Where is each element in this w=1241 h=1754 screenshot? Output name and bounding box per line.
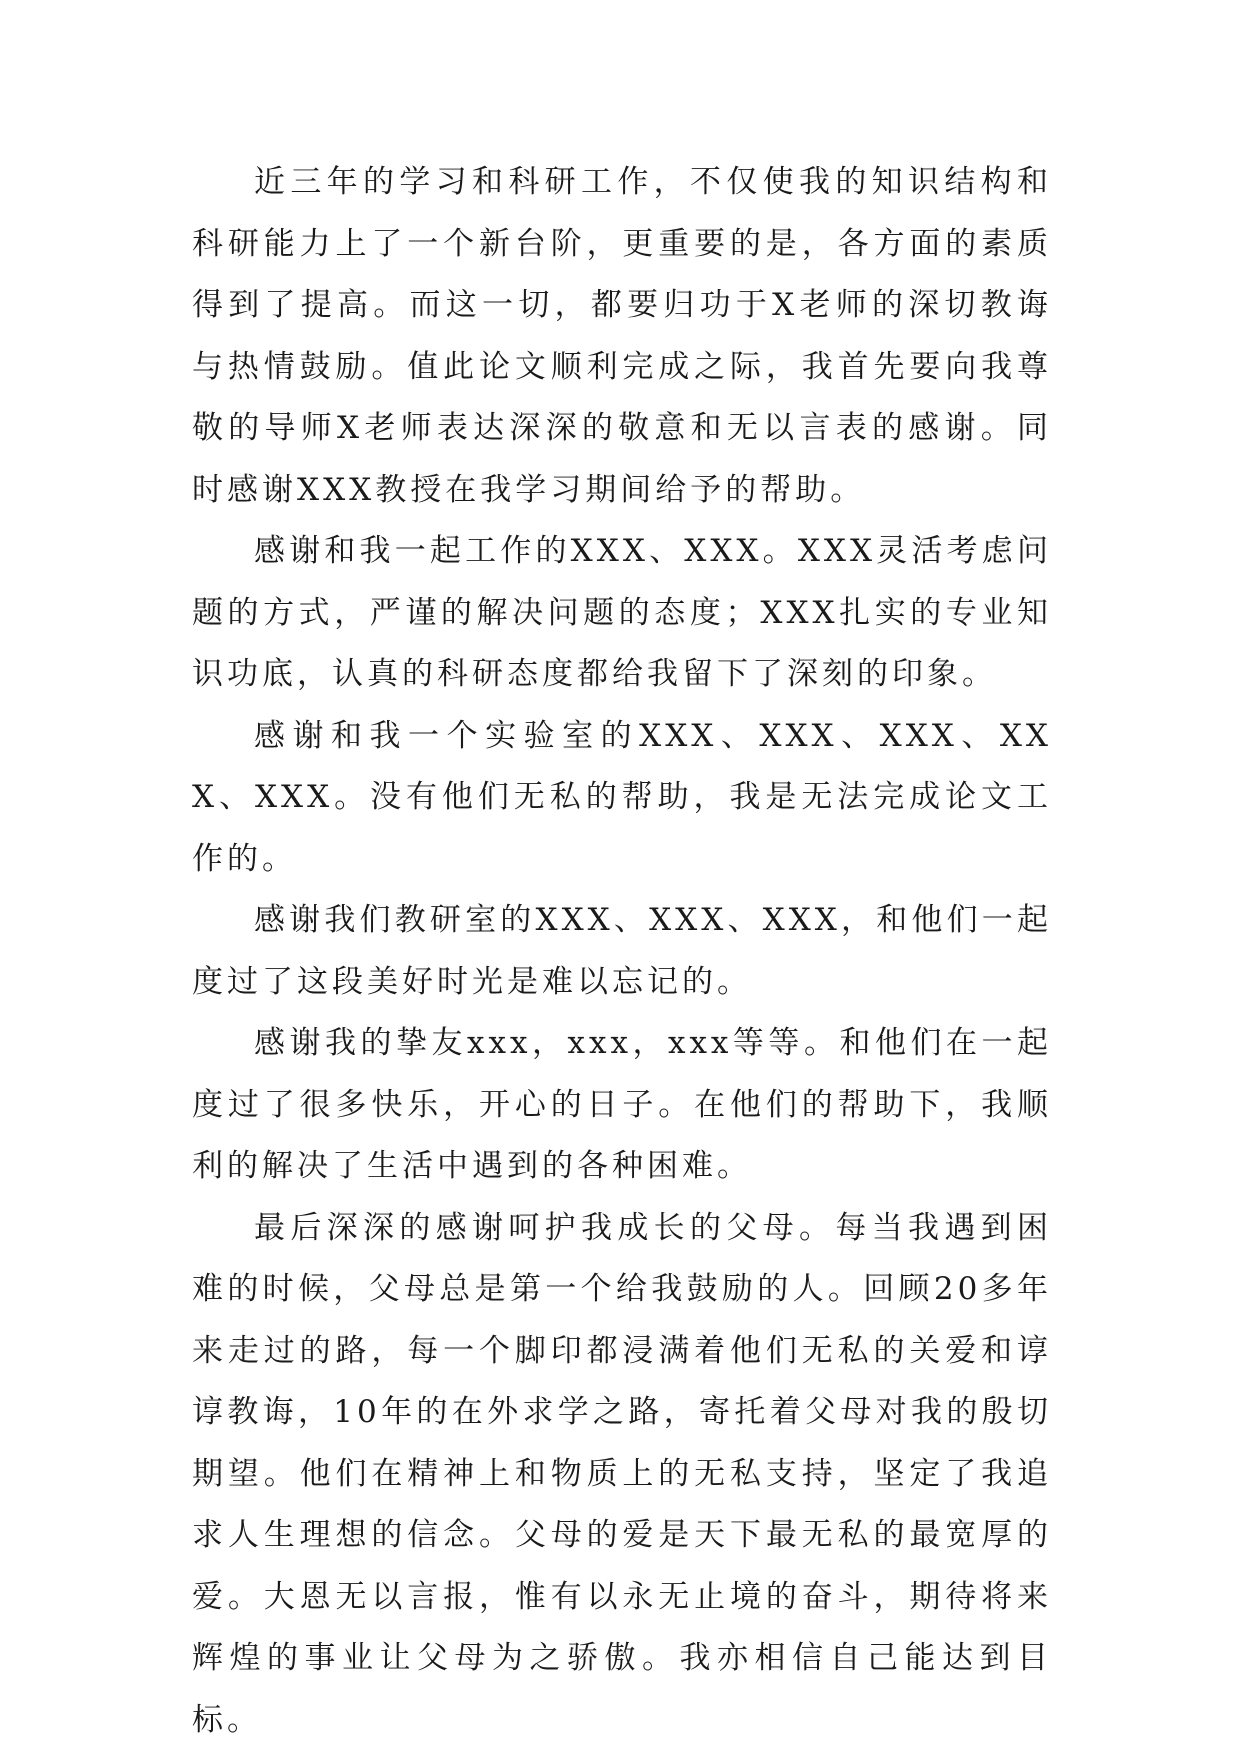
document-body (192, 152, 1052, 1751)
paragraph-5: 感谢我的挚友xxx，xxx，xxx等等。和他们在一起度过了很多快乐，开心的日子。在他们的帮助下，我顺利的解决了生活中遇到的各种困难。 (192, 1025, 1052, 1184)
paragraph-1: 近三年的学习和科研工作，不仅使我的知识结构和科研能力上了一个新台阶，更重要的是，各方面的素质得到了提高。而这一切，都要归功于X老师的深切教诲与热情鼓励。值此论文顺利完成之际，我首先要向我尊敬的导师X老师表达深深的敬意和无以言表的感谢。同时感谢XXX教授在我学习期间给予的帮助。 (192, 164, 1052, 508)
paragraph-6: 最后深深的感谢呵护我成长的父母。每当我遇到困难的时候，父母总是第一个给我鼓励的人。回顾20多年来走过的路，每一个脚印都浸满着他们无私的关爱和谆谆教诲，10年的在外求学之路，寄托着父母对我的殷切期望。他们在精神上和物质上的无私支持，坚定了我追求人生理想的信念。父母的爱是天下最无私的最宽厚的爱。大恩无以言报，惟有以永无止境的奋斗，期待将来辉煌的事业让父母为之骄傲。我亦相信自己能达到目标。 (192, 1209, 1052, 1738)
paragraph-2: 感谢和我一起工作的XXX、XXX。XXX灵活考虑问题的方式，严谨的解决问题的态度；XXX扎实的专业知识功底，认真的科研态度都给我留下了深刻的印象。 (192, 533, 1052, 692)
paragraph-4: 感谢我们教研室的XXX、XXX、XXX，和他们一起度过了这段美好时光是难以忘记的。 (192, 902, 1052, 1000)
paragraph-3: 感谢和我一个实验室的XXX、XXX、XXX、XXX、XXX。没有他们无私的帮助，我是无法完成论文工作的。 (192, 717, 1052, 877)
